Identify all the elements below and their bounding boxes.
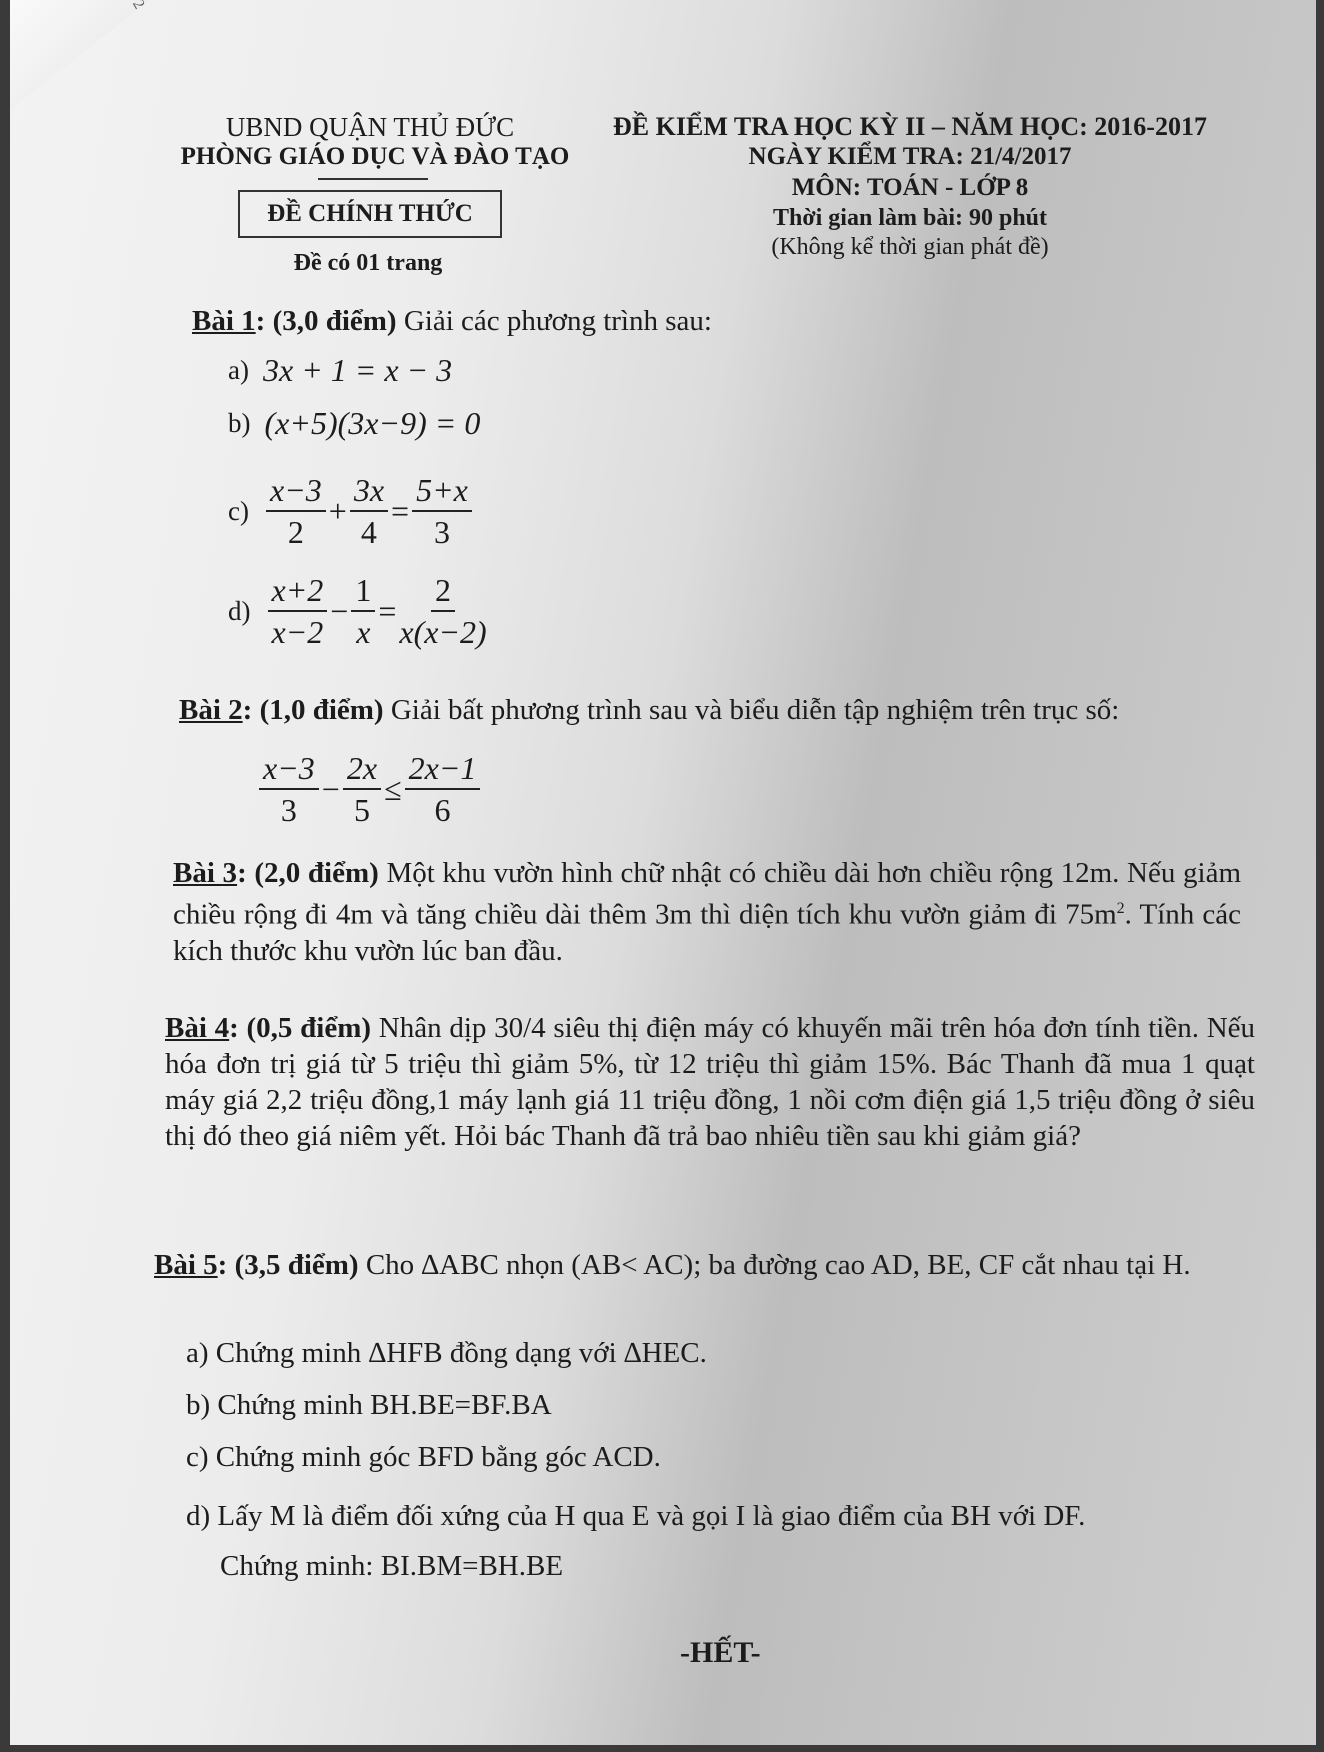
bai1-a — [228, 352, 452, 389]
bai3-title: Bài 3 — [173, 857, 238, 889]
bai1-b-label: b) — [228, 408, 251, 438]
bai5 — [154, 1247, 1264, 1283]
bai5-b: b) Chứng minh BH.BE=BF.BA — [186, 1389, 552, 1421]
fraction: $\frac{1}{x}$ — [351, 570, 375, 652]
fraction: $\frac{x-3}{3}$ — [259, 748, 319, 830]
bai3-text-end: . Tính các kích thước khu vườn lúc ban đầu. — [173, 898, 1241, 967]
bai2-points: : (1,0 điểm) — [242, 694, 384, 726]
end-marker: -HẾT- — [680, 1636, 761, 1669]
bai5-a: a) Chứng minh ∆HFB đồng dạng với ∆HEC. — [186, 1337, 707, 1369]
bai5-text: Cho ∆ABC nhọn (AB< AC); ba đường cao AD, BE, CF cắt nhau tại H. — [358, 1249, 1191, 1281]
bai5-title: Bài 5 — [154, 1249, 218, 1281]
header-divider — [318, 178, 428, 180]
bai1-b — [228, 405, 480, 442]
duration-note: (Không kể thời gian phát đề) — [771, 234, 1049, 260]
fraction: $\frac{x+2}{x-2}$ — [268, 570, 328, 652]
operator: − — [330, 592, 349, 629]
bai1-title: Bài 1 — [192, 305, 256, 337]
operator: − — [321, 770, 340, 807]
exam-title: ĐỀ KIỂM TRA HỌC KỲ II – NĂM HỌC: 2016-2017 — [613, 112, 1207, 141]
org-line1: UBND QUẬN THỦ ĐỨC — [225, 112, 515, 142]
bai3-points: : (2,0 điểm) — [237, 857, 379, 889]
bai1-d-label: d) — [228, 595, 251, 626]
bai4-title: Bài 4 — [165, 1012, 230, 1044]
operator: = — [378, 592, 397, 629]
fraction: $\frac{5+x}{3}$ — [412, 470, 472, 552]
bai2-title: Bài 2 — [179, 694, 243, 726]
bai1-points: : (3,0 điểm) — [255, 305, 397, 337]
operator: + — [328, 492, 347, 529]
fraction: $\frac{2}{x(x-2)}$ — [399, 572, 487, 650]
bai2-prompt: Giải bất phương trình sau và biểu diễn tập nghiệm trên trục số: — [383, 694, 1120, 726]
bai3-text: Một khu vườn hình chữ nhật có chiều dài hơn chiều rộng 12m. Nếu giảm chiều rộng đi 4m và tăng chiều dài thêm 3m thì diện tích khu vườn giảm đi 75m — [173, 857, 1241, 931]
bai5-points: : (3,5 điểm) — [217, 1249, 359, 1281]
bai1-prompt: Giải các phương trình sau: — [396, 305, 712, 337]
bai5-d2: Chứng minh: BI.BM=BH.BE — [220, 1550, 564, 1582]
exam-subject: MÔN: TOÁN - LỚP 8 — [791, 174, 1029, 201]
bai4-points: : (0,5 điểm) — [229, 1012, 372, 1044]
fraction: $\frac{3x}{4}$ — [350, 470, 388, 552]
bai1-a-label: a) — [228, 355, 249, 385]
operator: ≤ — [384, 770, 402, 807]
bai1-heading — [192, 305, 712, 338]
official-label: ĐỀ CHÍNH THỨC — [238, 190, 502, 238]
fraction: $\frac{2x-1}{6}$ — [405, 748, 481, 830]
org-line2: PHÒNG GIÁO DỤC VÀ ĐÀO TẠO — [180, 143, 570, 170]
bai1-c-label: c) — [228, 495, 249, 526]
bai5-c: c) Chứng minh góc BFD bằng góc ACD. — [186, 1441, 661, 1473]
exam-date: NGÀY KIỂM TRA: 21/4/2017 — [748, 143, 1072, 170]
bai4-text: Nhân dịp 30/4 siêu thị điện máy có khuyến mãi trên hóa đơn tính tiền. Nếu hóa đơn trị giá từ 5 triệu thì giảm 5%, từ 12 triệu thì giảm 15%. Bác Thanh đã mua 1 quạt máy giá 2,2 triệu đồng,1 máy lạnh giá 11 triệu đồng, 1 nồi cơm điện giá 1,5 triệu đồng ở siêu thị đó theo giá niêm yết. Hỏi bác Thanh đã trả bao nhiêu tiền sau khi giảm giá? — [165, 1012, 1256, 1152]
bai1-d — [228, 570, 490, 652]
exam-duration: Thời gian làm bài: 90 phút — [772, 205, 1048, 231]
fraction: $\frac{x-3}{2}$ — [266, 470, 326, 552]
operator: = — [391, 492, 410, 529]
bai5-d: d) Lấy M là điểm đối xứng của H qua E và gọi I là giao điểm của BH với DF. — [186, 1500, 1086, 1532]
bai3-sup: 2 — [1116, 900, 1125, 917]
bai1-a-expr: 3x + 1 = x − 3 — [262, 352, 453, 388]
bai2-inequality — [256, 748, 483, 830]
bai4 — [165, 1010, 1255, 1154]
bai1-b-expr: (x+5)(3x−9) = 0 — [264, 405, 481, 441]
bai2-heading — [179, 694, 1119, 727]
bai1-c — [228, 470, 475, 552]
fraction: $\frac{2x}{5}$ — [343, 748, 381, 830]
page-count: Đề có 01 trang — [293, 250, 443, 276]
bai3 — [173, 855, 1241, 969]
